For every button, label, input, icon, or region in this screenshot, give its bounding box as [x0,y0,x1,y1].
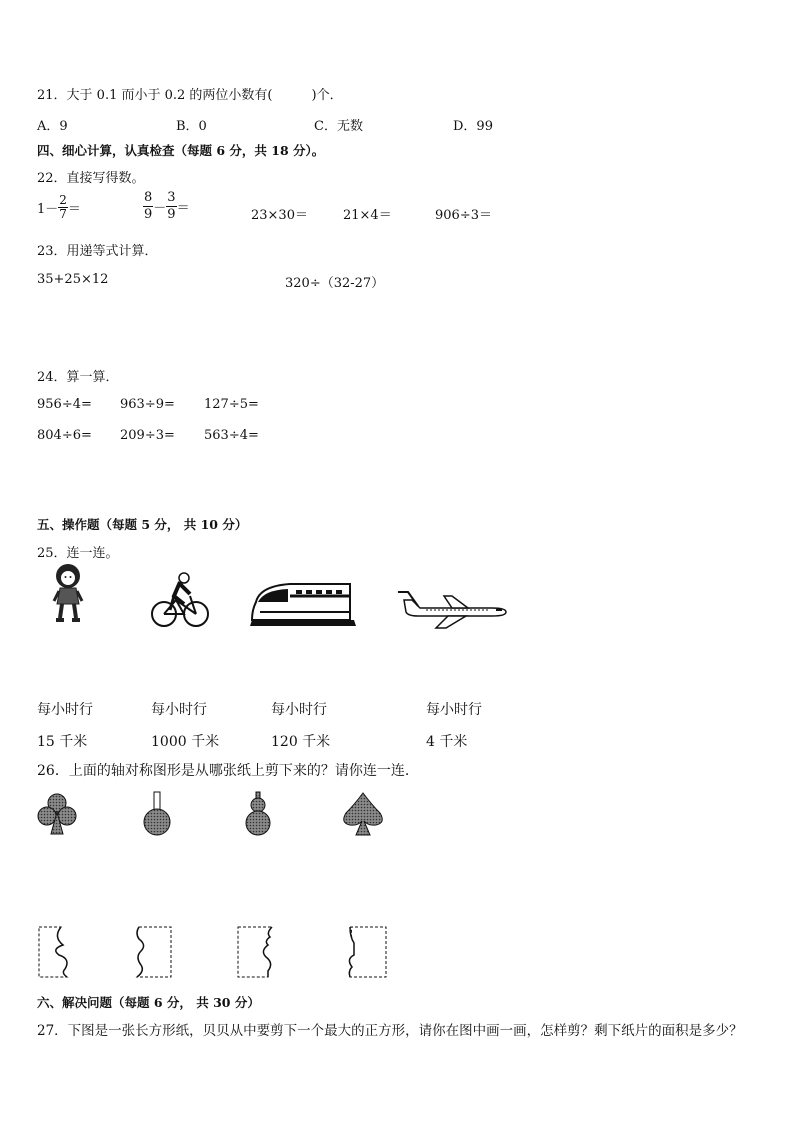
fraction [166,190,176,223]
q24-item: 127÷5= [204,397,259,412]
q25-speed-label: 每小时行 [271,702,327,718]
q26-title: 26．上面的轴对称图形是从哪张纸上剪下来的？请你连一连. [37,763,410,779]
round-flask-icon [141,791,173,837]
q25-speed-label: 每小时行 [426,702,482,718]
q22-expr-3: 23×30＝ [251,208,308,223]
q21-option-a: A．9 [37,119,68,134]
walking-child-icon [48,562,88,626]
fraction-denominator: 9 [144,207,153,222]
q25-speed-value: 1000 千米 [151,734,220,750]
bullet-train-icon [250,580,358,628]
paper-cutout-1-icon [37,925,77,979]
q25-speed-label: 每小时行 [151,702,207,718]
q25-speed-value: 120 千米 [271,734,331,750]
q24-item: 563÷4= [204,428,259,443]
airplane-icon [396,586,508,630]
q22-expr-2-tail: ＝ [176,201,190,216]
q24-item: 804÷6= [37,428,92,443]
q22-expr-2 [143,190,190,223]
fraction-numerator: 8 [144,190,153,205]
fraction [58,194,68,221]
q22-expr-1 [37,194,81,221]
q22-title: 22．直接写得数。 [37,171,145,186]
q24-item: 209÷3= [120,428,175,443]
q22-expr-4: 21×4＝ [343,208,392,223]
q22-expr-2-op: － [153,201,167,216]
q25-speed-label: 每小时行 [37,702,93,718]
fraction-numerator: 2 [59,193,67,207]
q25-speed-value: 4 千米 [426,734,468,750]
club-icon [37,792,77,836]
q22-expr-1-tail: ＝ [67,202,81,217]
q24-item: 963÷9= [120,397,175,412]
q22-expr-1-lead: 1－ [37,202,59,217]
q23-title: 23．用递等式计算． [37,244,158,259]
q24-item: 956÷4= [37,397,92,412]
q21-text: 21．大于 0.1 而小于 0.2 的两位小数有( )个． [37,88,343,103]
q21-option-b: B．0 [176,119,207,134]
q22-expr-5: 906÷3＝ [435,208,492,223]
q23-item-2: 320÷（32-27） [285,276,385,291]
fraction-denominator: 9 [167,207,176,222]
spade-icon [342,791,384,837]
paper-cutout-2-icon [131,925,173,979]
q27-text: 27．下图是一张长方形纸，贝贝从中要剪下一个最大的正方形，请你在图中画一画，怎样剪？剩下纸片的面积是多少？ [37,1023,743,1039]
fraction [143,190,153,223]
section5-title: 五、操作题（每题 5 分， 共 10 分） [37,517,248,532]
fraction-numerator: 3 [167,190,176,205]
gourd-icon [243,791,273,837]
section4-title: 四、细心计算，认真检查（每题 6 分，共 18 分）。 [37,143,325,158]
q21-option-d: D．99 [453,119,493,134]
cyclist-icon [150,570,210,630]
q21-option-c: C．无数 [314,119,363,134]
q24-title: 24．算一算． [37,370,119,385]
q23-item-1: 35+25×12 [37,272,109,287]
q25-speed-value: 15 千米 [37,734,88,750]
paper-cutout-4-icon [344,925,388,979]
fraction-denominator: 7 [59,207,67,221]
paper-cutout-3-icon [236,925,280,979]
section6-title: 六、解决问题（每题 6 分， 共 30 分） [37,995,260,1010]
q25-title: 25．连一连。 [37,546,119,561]
